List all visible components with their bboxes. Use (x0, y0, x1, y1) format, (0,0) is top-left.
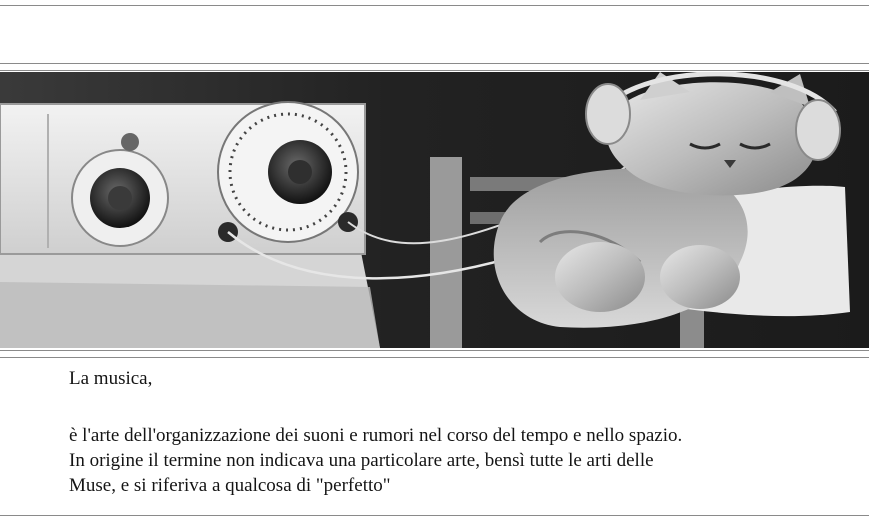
heading-line: La musica, (69, 368, 153, 389)
text-block (69, 366, 849, 498)
cat-radio-photo (0, 72, 869, 348)
top-divider (0, 5, 869, 6)
body-line-1: è l'arte dell'organizzazione dei suoni e rumori nel corso del tempo e nello spazio. (69, 425, 683, 446)
body-line-3: Muse, e si riferiva a qualcosa di "perfetto" (69, 475, 391, 496)
body-line-2: In origine il termine non indicava una particolare arte, bensì tutte le arti delle (69, 450, 654, 471)
image-top-divider (0, 70, 869, 71)
spacer (69, 391, 849, 423)
radio (0, 102, 365, 254)
header-bottom-divider (0, 63, 869, 64)
bottom-divider (0, 515, 869, 516)
text-top-divider (0, 357, 869, 358)
image-bottom-divider (0, 350, 869, 351)
